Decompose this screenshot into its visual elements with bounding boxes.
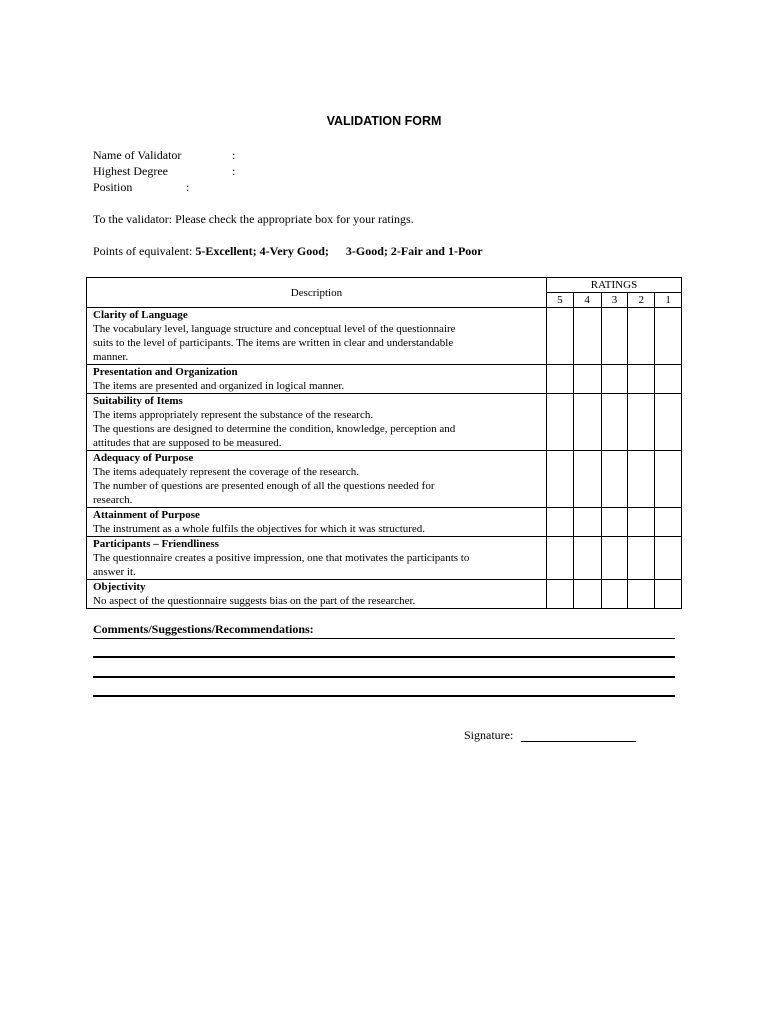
criterion-text: The vocabulary level, language structure and conceptual level of the questionnaire	[93, 323, 456, 335]
points-equivalent-prefix: Points of equivalent:	[93, 244, 193, 258]
criterion-text: manner.	[93, 351, 129, 363]
rating-value-1: 1	[655, 293, 682, 308]
rating-checkbox-5[interactable]	[546, 394, 573, 451]
rating-checkbox-3[interactable]	[601, 580, 628, 609]
rating-checkbox-2[interactable]	[628, 308, 655, 365]
equivalent-2-1: 2-Fair and 1-Poor	[390, 244, 483, 258]
equivalent-3: 3-Good;	[345, 244, 388, 258]
rating-checkbox-4[interactable]	[573, 508, 601, 537]
criterion-description	[87, 537, 547, 580]
rating-checkbox-2[interactable]	[628, 508, 655, 537]
comment-line-1[interactable]	[93, 638, 675, 639]
rating-checkbox-5[interactable]	[546, 308, 573, 365]
rating-value-2: 2	[628, 293, 655, 308]
criterion-text: research.	[93, 494, 133, 506]
comments-label: Comments/Suggestions/Recommendations:	[93, 622, 314, 636]
criterion-text: The instrument as a whole fulfils the objectives for which it was structured.	[93, 523, 426, 535]
criterion-row	[87, 451, 682, 508]
rating-value-3: 3	[601, 293, 628, 308]
criterion-text: The questions are designed to determine the condition, knowledge, perception and	[93, 423, 456, 435]
equivalent-4: 4-Very Good;	[259, 244, 329, 258]
comment-line-2[interactable]	[93, 656, 675, 658]
criterion-text: suits to the level of participants. The items are written in clear and understandable	[93, 337, 454, 349]
criterion-row	[87, 580, 682, 609]
position-colon: :	[186, 180, 190, 194]
instruction-text: To the validator: Please check the appropriate box for your ratings.	[93, 212, 414, 226]
rating-checkbox-3[interactable]	[601, 451, 628, 508]
rating-checkbox-1[interactable]	[655, 394, 682, 451]
signature-label: Signature:	[464, 728, 514, 742]
ratings-header: RATINGS	[546, 278, 681, 293]
criterion-text: The questionnaire creates a positive impression, one that motivates the participants to	[93, 552, 470, 564]
equivalent-5: 5-Excellent;	[195, 244, 257, 258]
criterion-description	[87, 308, 547, 365]
rating-checkbox-5[interactable]	[546, 451, 573, 508]
criterion-description	[87, 508, 547, 537]
rating-checkbox-2[interactable]	[628, 394, 655, 451]
comment-line-3[interactable]	[93, 676, 675, 678]
rating-checkbox-3[interactable]	[601, 308, 628, 365]
highest-degree-colon: :	[232, 164, 236, 178]
criterion-title: Suitability of Items	[93, 395, 183, 407]
criterion-description	[87, 451, 547, 508]
signature-line[interactable]	[521, 741, 636, 742]
rating-checkbox-2[interactable]	[628, 580, 655, 609]
rating-checkbox-5[interactable]	[546, 580, 573, 609]
rating-checkbox-4[interactable]	[573, 365, 601, 394]
rating-checkbox-4[interactable]	[573, 580, 601, 609]
rating-checkbox-4[interactable]	[573, 394, 601, 451]
highest-degree-label: Highest Degree	[93, 164, 168, 178]
criterion-title: Presentation and Organization	[93, 366, 238, 378]
rating-checkbox-4[interactable]	[573, 537, 601, 580]
form-title: VALIDATION FORM	[326, 114, 442, 128]
criterion-text: No aspect of the questionnaire suggests bias on the part of the researcher.	[93, 595, 416, 607]
criterion-row	[87, 365, 682, 394]
criterion-row	[87, 308, 682, 365]
criterion-title: Participants – Friendliness	[93, 538, 219, 550]
rating-table	[86, 277, 682, 609]
rating-checkbox-1[interactable]	[655, 508, 682, 537]
rating-checkbox-2[interactable]	[628, 537, 655, 580]
rating-checkbox-4[interactable]	[573, 451, 601, 508]
rating-checkbox-2[interactable]	[628, 365, 655, 394]
position-label: Position	[93, 180, 133, 194]
criterion-description	[87, 580, 547, 609]
criterion-row	[87, 537, 682, 580]
criterion-title: Attainment of Purpose	[93, 509, 200, 521]
criterion-text: The items adequately represent the coverage of the research.	[93, 466, 360, 478]
rating-checkbox-1[interactable]	[655, 580, 682, 609]
criterion-description	[87, 394, 547, 451]
rating-checkbox-3[interactable]	[601, 508, 628, 537]
rating-checkbox-3[interactable]	[601, 365, 628, 394]
rating-checkbox-5[interactable]	[546, 508, 573, 537]
criterion-text: The number of questions are presented enough of all the questions needed for	[93, 480, 435, 492]
criterion-row	[87, 394, 682, 451]
criterion-text: The items appropriately represent the substance of the research.	[93, 409, 374, 421]
rating-checkbox-5[interactable]	[546, 537, 573, 580]
criterion-title: Objectivity	[93, 581, 146, 593]
criterion-text: The items are presented and organized in logical manner.	[93, 380, 345, 392]
criterion-description	[87, 365, 547, 394]
criterion-title: Adequacy of Purpose	[93, 452, 194, 464]
rating-checkbox-1[interactable]	[655, 451, 682, 508]
points-equivalent	[93, 244, 483, 259]
rating-value-4: 4	[573, 293, 601, 308]
rating-checkbox-1[interactable]	[655, 537, 682, 580]
criterion-row	[87, 508, 682, 537]
rating-checkbox-3[interactable]	[601, 394, 628, 451]
rating-checkbox-1[interactable]	[655, 308, 682, 365]
validator-name-label: Name of Validator	[93, 148, 182, 162]
criterion-text: answer it.	[93, 566, 136, 578]
comment-line-4[interactable]	[93, 695, 675, 697]
rating-value-5: 5	[546, 293, 573, 308]
rating-checkbox-3[interactable]	[601, 537, 628, 580]
validator-name-colon: :	[232, 148, 236, 162]
criterion-text: attitudes that are supposed to be measured.	[93, 437, 282, 449]
rating-checkbox-1[interactable]	[655, 365, 682, 394]
rating-checkbox-2[interactable]	[628, 451, 655, 508]
description-header: Description	[87, 278, 547, 308]
rating-checkbox-4[interactable]	[573, 308, 601, 365]
rating-checkbox-5[interactable]	[546, 365, 573, 394]
criterion-title: Clarity of Language	[93, 309, 188, 321]
